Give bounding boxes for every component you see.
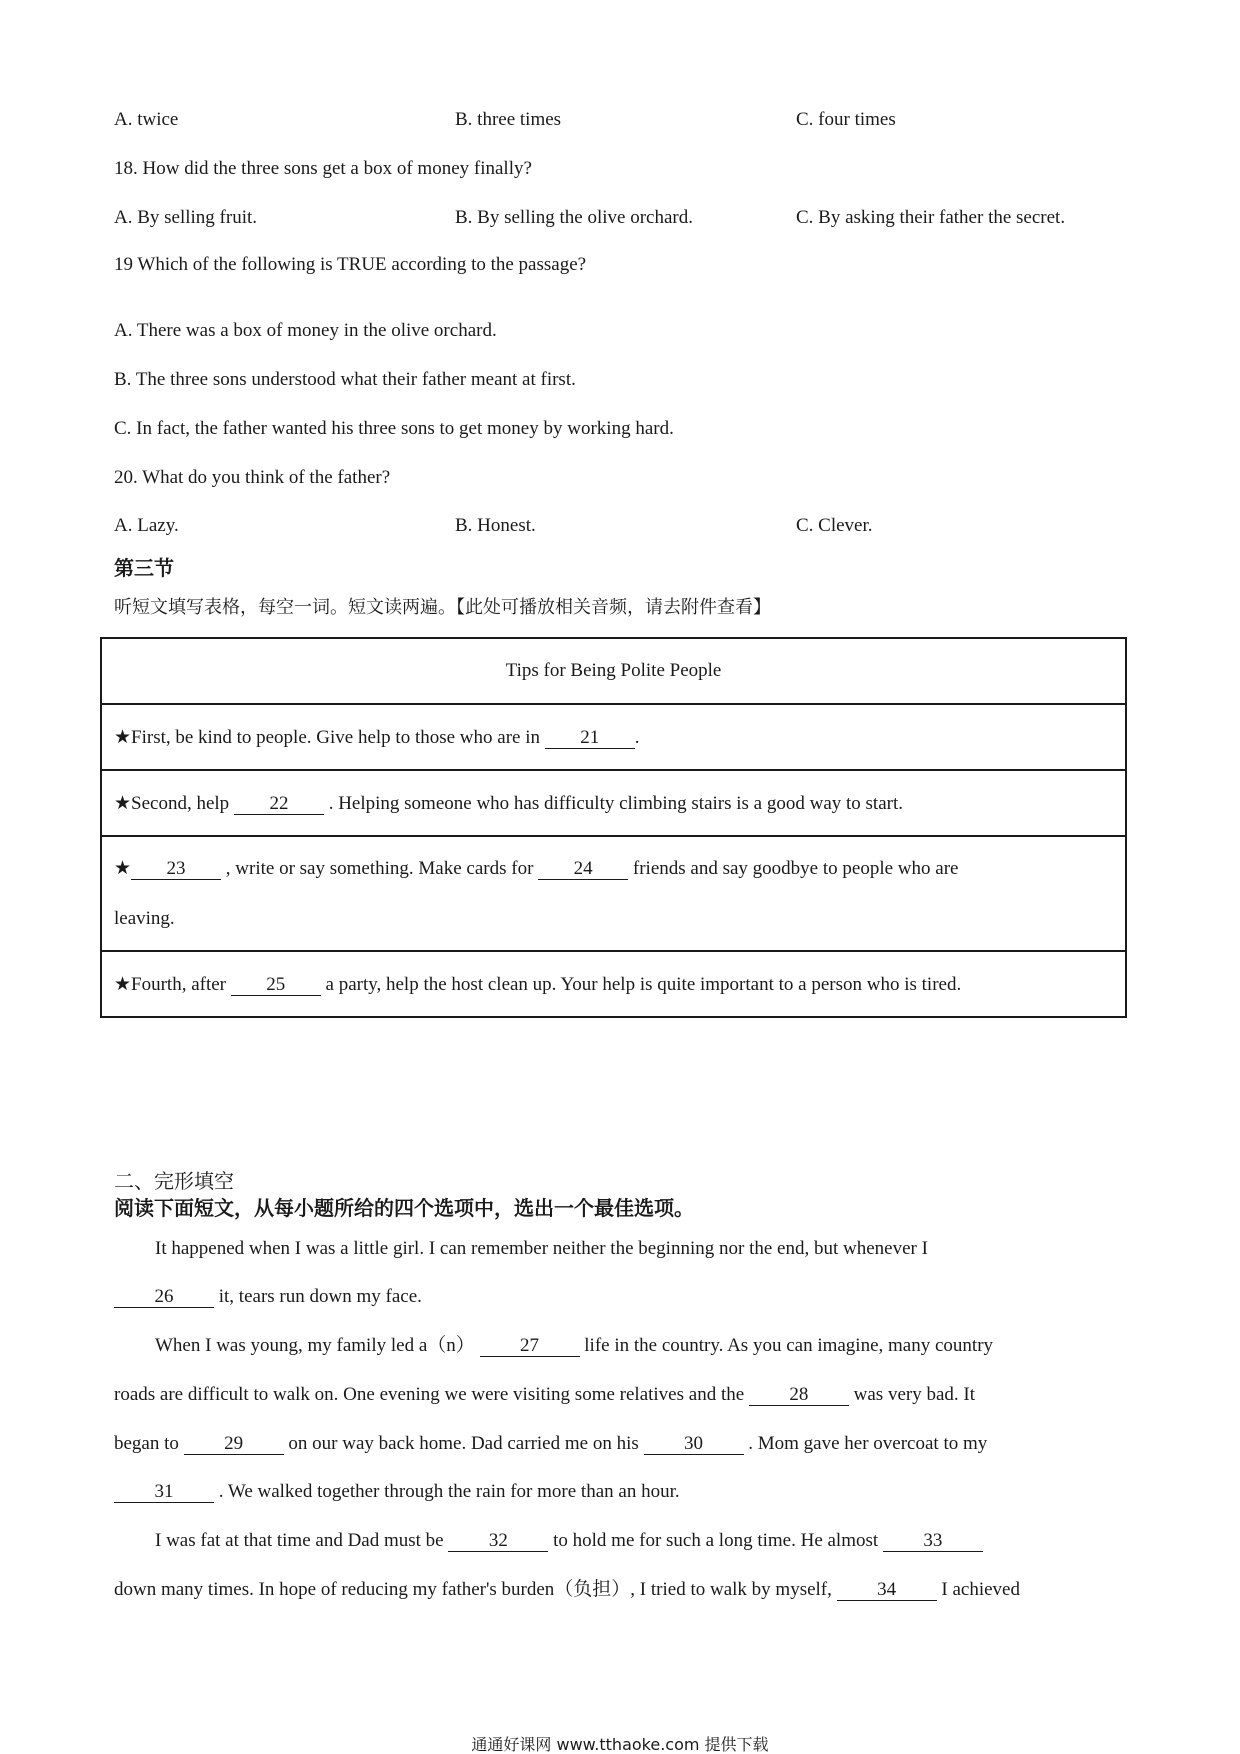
q20-option-b: B. Honest. <box>455 515 536 536</box>
passage-text: . Mom gave her overcoat to my <box>743 1433 988 1454</box>
passage-text: began to <box>114 1433 184 1454</box>
passage-text: When I was young, my family led a（n） <box>155 1335 480 1356</box>
q17-option-c: C. four times <box>796 109 896 130</box>
answer-blank: 30 <box>644 1434 744 1455</box>
answer-blank: 29 <box>184 1434 284 1455</box>
passage-text: on our way back home. Dad carried me on his <box>283 1433 644 1454</box>
answer-blank: 31 <box>114 1482 214 1503</box>
passage-text: down many times. In hope of reducing my father's burden（负担）, I tried to walk by myself, <box>114 1579 837 1600</box>
answer-blank: 32 <box>448 1531 548 1552</box>
section-3-instruction: 听短文填写表格，每空一词。短文读两遍。【此处可播放相关音频，请去附件查看】 <box>114 597 771 618</box>
row-text: . Helping someone who has difficulty climbing stairs is a good way to start. <box>323 792 904 814</box>
passage-text: I was fat at that time and Dad must be <box>155 1530 449 1551</box>
answer-blank: 21 <box>545 728 635 749</box>
row-text: ★Second, help <box>114 792 234 814</box>
answer-blank: 27 <box>480 1336 580 1357</box>
table-row <box>101 951 1126 1017</box>
passage-line <box>114 1383 975 1407</box>
answer-blank: 33 <box>883 1531 983 1552</box>
table-title: Tips for Being Polite People <box>101 638 1126 704</box>
row-text: a party, help the host clean up. Your help is quite important to a person who is tired. <box>320 973 962 995</box>
passage-line <box>114 1480 680 1504</box>
q20-option-c: C. Clever. <box>796 515 873 536</box>
row-text: ★Fourth, after <box>114 973 231 995</box>
passage-text: roads are difficult to walk on. One evening we were visiting some relatives and the <box>114 1384 749 1405</box>
answer-blank: 23 <box>131 859 221 880</box>
q17-option-a: A. twice <box>114 109 179 130</box>
question-19-stem: 19 Which of the following is TRUE according to the passage? <box>114 254 587 275</box>
star-icon: ★ <box>114 857 132 879</box>
page-footer: 通通好课网 www.tthaoke.com 提供下载 <box>471 1735 769 1754</box>
passage-line: It happened when I was a little girl. I can remember neither the beginning nor the end, but whenever I <box>155 1238 928 1259</box>
row-text: , write or say something. Make cards for <box>221 857 539 879</box>
row-text: . <box>634 726 640 748</box>
part-2-title: 二、完形填空 <box>114 1169 234 1193</box>
passage-line <box>114 1285 422 1309</box>
row-text: leaving. <box>114 907 175 929</box>
passage-text: . We walked together through the rain for more than an hour. <box>214 1481 680 1502</box>
passage-line <box>155 1334 993 1358</box>
q19-option-c: C. In fact, the father wanted his three sons to get money by working hard. <box>114 418 674 439</box>
table-row <box>101 638 1126 704</box>
table-row <box>101 836 1126 951</box>
passage-text: I achieved <box>936 1579 1020 1600</box>
answer-blank: 34 <box>837 1580 937 1601</box>
passage-text: it, tears run down my face. <box>214 1286 422 1307</box>
table-cell <box>101 951 1126 1017</box>
question-18-stem: 18. How did the three sons get a box of money finally? <box>114 158 532 179</box>
answer-blank: 24 <box>538 859 628 880</box>
passage-line <box>155 1529 983 1553</box>
part-2-instruction: 阅读下面短文，从每小题所给的四个选项中，选出一个最佳选项。 <box>114 1196 694 1220</box>
table-cell <box>101 770 1126 836</box>
section-3-title: 第三节 <box>114 556 174 580</box>
q17-option-b: B. three times <box>455 109 562 130</box>
row-text: friends and say goodbye to people who are <box>628 857 959 879</box>
row-text: ★First, be kind to people. Give help to those who are in <box>114 726 545 748</box>
q18-option-b: B. By selling the olive orchard. <box>455 207 693 228</box>
q18-option-a: A. By selling fruit. <box>114 207 258 228</box>
passage-line <box>114 1578 1020 1602</box>
answer-blank: 25 <box>231 975 321 996</box>
passage-line <box>114 1432 987 1456</box>
question-20-stem: 20. What do you think of the father? <box>114 467 391 488</box>
q20-option-a: A. Lazy. <box>114 515 179 536</box>
passage-text: life in the country. As you can imagine, many country <box>579 1335 994 1356</box>
table-row <box>101 770 1126 836</box>
passage-text: to hold me for such a long time. He almost <box>548 1530 883 1551</box>
q19-option-b: B. The three sons understood what their father meant at first. <box>114 369 576 390</box>
table-cell <box>101 704 1126 770</box>
passage-text: was very bad. It <box>848 1384 976 1405</box>
q19-option-a: A. There was a box of money in the olive orchard. <box>114 320 497 341</box>
answer-blank: 28 <box>749 1385 849 1406</box>
table-cell <box>101 836 1126 951</box>
tips-table <box>100 637 1127 1018</box>
table-row <box>101 704 1126 770</box>
answer-blank: 26 <box>114 1287 214 1308</box>
answer-blank: 22 <box>234 794 324 815</box>
q18-option-c: C. By asking their father the secret. <box>796 207 1066 228</box>
